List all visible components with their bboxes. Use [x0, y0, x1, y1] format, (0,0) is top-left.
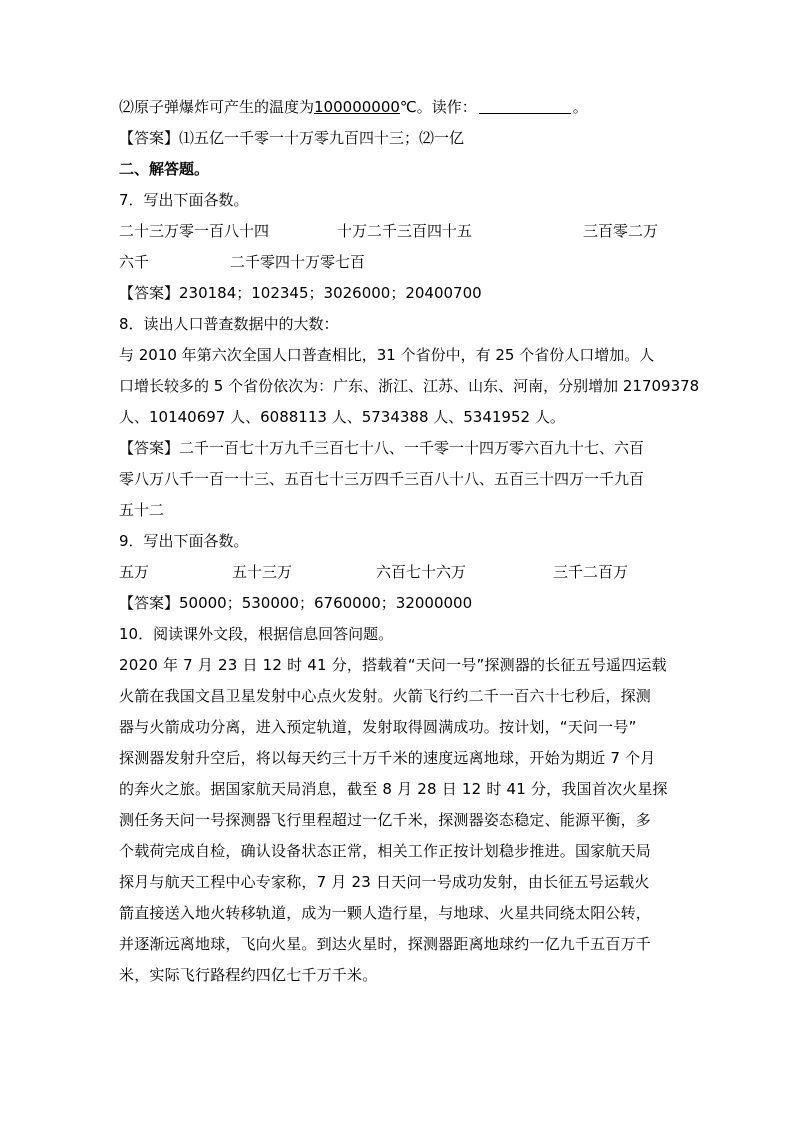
q8-answer-line: 零八万八千一百一十三、五百七十三万四千三百八十八、五百三十四万一千九百	[119, 470, 645, 488]
q7-item: 六千	[119, 253, 150, 271]
q8-answer-line: 五十二	[119, 501, 165, 519]
q6-part2-suffix: ℃。读作：	[399, 98, 477, 116]
q10-text-line: 火箭在我国文昌卫星发射中心点火发射。火箭飞行约二千一百六十七秒后，探测	[119, 687, 652, 705]
q9-item: 三千二百万	[553, 563, 629, 581]
q8-text-line: 口增长较多的 5 个省份依次为：广东、浙江、江苏、山东、河南，分别增加 21709378	[119, 377, 700, 395]
q10-title: 10．阅读课外文段，根据信息回答问题。	[119, 625, 394, 643]
answer-blank[interactable]	[479, 97, 571, 114]
q7-answer: 【答案】230184；102345；3026000；20400700	[119, 284, 482, 302]
q10-text-line: 的奔火之旅。据国家航天局消息，截至 8 月 28 日 12 时 41 分，我国首次火星探	[119, 780, 668, 798]
q8-text-line: 人、10140697 人、6088113 人、5734388 人、5341952 人。	[119, 408, 565, 426]
q9-item: 五十三万	[232, 563, 293, 581]
q10-text-line: 米，实际飞行路程约四亿七千万千米。	[119, 966, 378, 984]
q9-title: 9．写出下面各数。	[119, 532, 249, 550]
q8-text-line: 与 2010 年第六次全国人口普查相比，31 个省份中，有 25 个省份人口增加。人	[119, 346, 655, 364]
q10-text-line: 并逐渐远离地球，飞向火星。到达火星时，探测器距离地球约一亿九千五百万千	[119, 935, 652, 953]
q7-item: 二千零四十万零七百	[230, 253, 366, 271]
q10-text-line: 探月与航天工程中心专家称，7 月 23 日天问一号成功发射，由长征五号运载火	[119, 873, 650, 891]
q6-part2-prefix: ⑵原子弹爆炸可产生的温度为	[119, 98, 315, 116]
q10-text-line: 箭直接送入地火转移轨道，成为一颗人造行星，与地球、火星共同绕太阳公转，	[119, 904, 652, 922]
q10-text-line: 个载荷完成自检，确认设备状态正常，相关工作正按计划稳步推进。国家航天局	[119, 842, 652, 860]
q8-answer-line: 【答案】二千一百七十万九千三百七十八、一千零一十四万零六百九十七、六百	[119, 439, 645, 457]
q6-part2-end: 。	[572, 98, 588, 116]
q10-text-line: 探测器发射升空后，将以每天约三十万千米的速度远离地球，开始为期近 7 个月	[119, 749, 656, 767]
q10-passage	[119, 650, 679, 991]
q7-title: 7．写出下面各数。	[119, 191, 249, 209]
q7-item: 十万二千三百四十五	[337, 222, 473, 240]
q6-part2-number: 100000000	[314, 98, 400, 116]
q7-items-row1	[119, 216, 679, 247]
q8-title: 8．读出人口普查数据中的大数：	[119, 315, 339, 333]
q6-part2	[119, 92, 679, 123]
q6-answer: 【答案】⑴五亿一千零一十万零九百四十三；⑵一亿	[119, 129, 465, 147]
q9-item: 六百七十六万	[376, 563, 467, 581]
q10-text-line: 2020 年 7 月 23 日 12 时 41 分，搭载着“天问一号”探测器的长征五号遥四运载	[119, 656, 667, 674]
document-page	[119, 92, 700, 991]
q10-text-line: 测任务天问一号探测器飞行里程超过一亿千米，探测器姿态稳定、能源平衡，多	[119, 811, 652, 829]
q7-item: 三百零二万	[583, 222, 659, 240]
q7-item: 二十三万零一百八十四	[119, 222, 270, 240]
q9-answer: 【答案】50000；530000；6760000；32000000	[119, 594, 473, 612]
q9-items-row	[119, 557, 679, 588]
q10-text-line: 器与火箭成功分离，进入预定轨道，发射取得圆满成功。按计划，“天问一号”	[119, 718, 637, 736]
q9-item: 五万	[119, 563, 150, 581]
section-title: 二、解答题。	[119, 160, 210, 178]
q7-items-row2	[119, 247, 679, 278]
